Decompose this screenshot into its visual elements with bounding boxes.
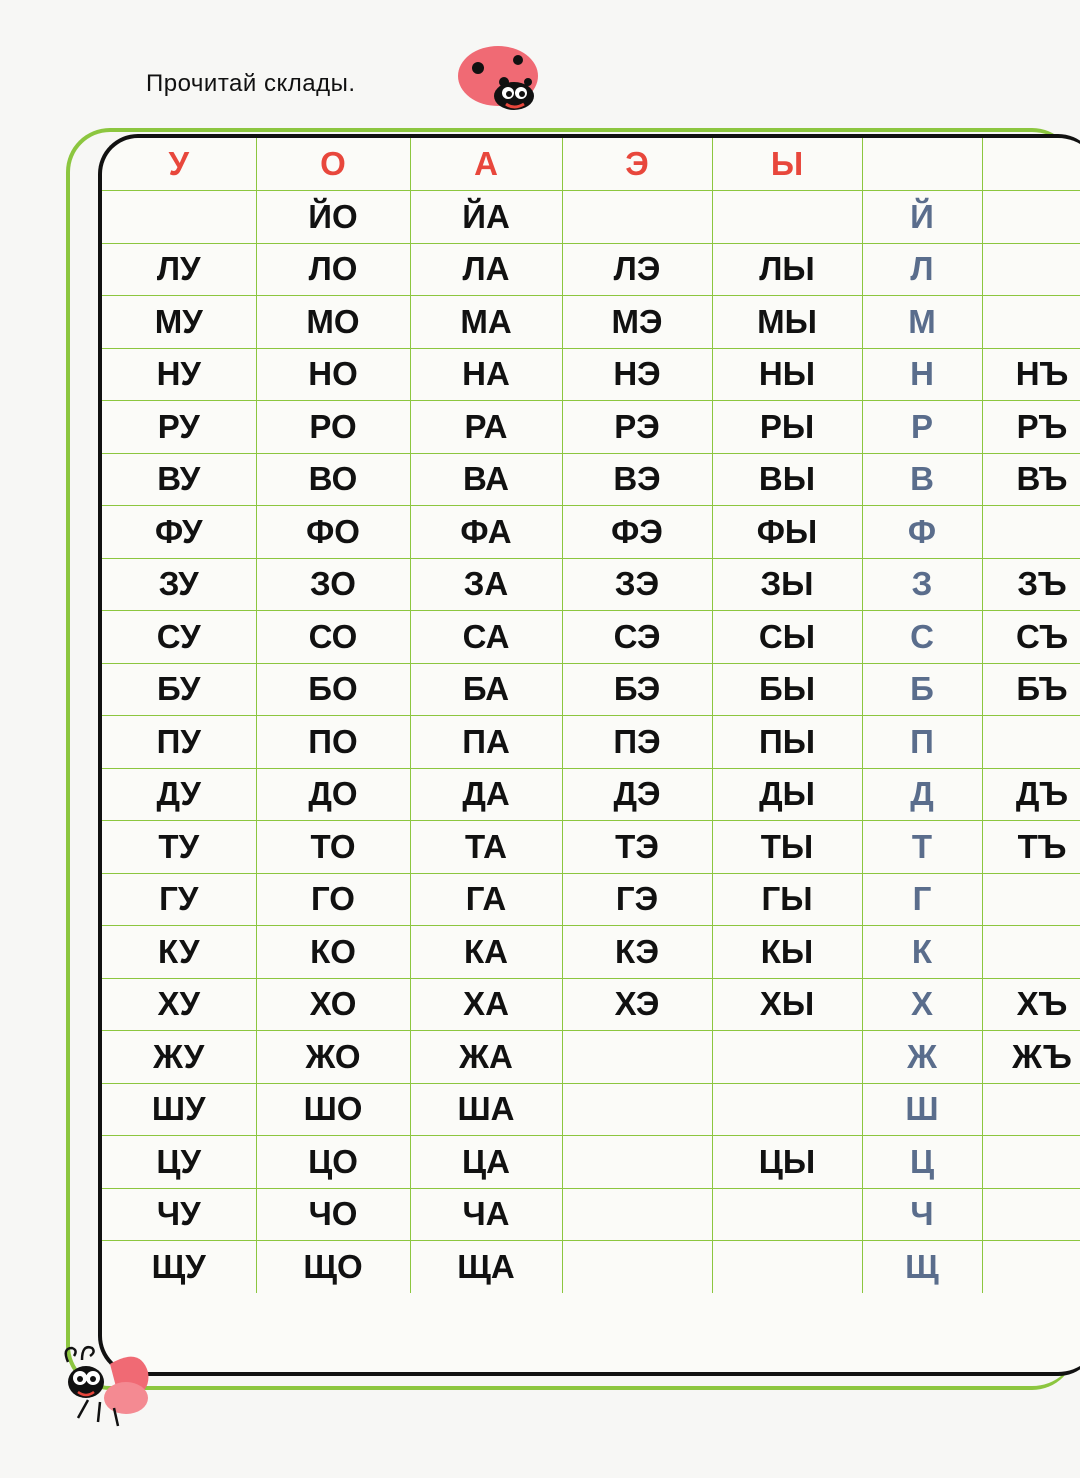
syllable-cell: СЫ bbox=[712, 611, 862, 664]
consonant-cell: Б bbox=[862, 663, 982, 716]
syllable-cell: ЗЭ bbox=[562, 558, 712, 611]
syllable-cell: ЛА bbox=[410, 243, 562, 296]
syllable-cell: ЖА bbox=[410, 1031, 562, 1084]
consonant-cell: Х bbox=[862, 978, 982, 1031]
hard-sign-cell: ЖЪ bbox=[982, 1031, 1080, 1084]
hard-sign-cell: НЪ bbox=[982, 348, 1080, 401]
syllable-cell: СЭ bbox=[562, 611, 712, 664]
consonant-cell: Г bbox=[862, 873, 982, 926]
syllable-cell: ПО bbox=[256, 716, 410, 769]
syllable-row bbox=[102, 1083, 1080, 1136]
hard-sign-cell bbox=[982, 191, 1080, 244]
syllable-cell: ДЫ bbox=[712, 768, 862, 821]
syllable-cell: ВУ bbox=[102, 453, 256, 506]
syllable-cell: ЧО bbox=[256, 1188, 410, 1241]
syllable-cell: ЛУ bbox=[102, 243, 256, 296]
syllable-cell: ФО bbox=[256, 506, 410, 559]
syllable-cell: МУ bbox=[102, 296, 256, 349]
syllable-cell bbox=[562, 1188, 712, 1241]
syllable-cell: ЩА bbox=[410, 1241, 562, 1294]
syllable-cell: ХО bbox=[256, 978, 410, 1031]
syllable-cell: ПА bbox=[410, 716, 562, 769]
consonant-cell: В bbox=[862, 453, 982, 506]
syllable-cell: ЙО bbox=[256, 191, 410, 244]
syllable-cell: НУ bbox=[102, 348, 256, 401]
hard-sign-cell bbox=[982, 243, 1080, 296]
consonant-cell: Н bbox=[862, 348, 982, 401]
consonant-cell: Л bbox=[862, 243, 982, 296]
syllable-cell bbox=[712, 1031, 862, 1084]
syllable-cell: БУ bbox=[102, 663, 256, 716]
hard-sign-cell: БЪ bbox=[982, 663, 1080, 716]
syllable-cell: ЛО bbox=[256, 243, 410, 296]
hard-sign-cell: ХЪ bbox=[982, 978, 1080, 1031]
syllable-cell: ЩО bbox=[256, 1241, 410, 1294]
syllable-row bbox=[102, 716, 1080, 769]
syllable-cell: ТУ bbox=[102, 821, 256, 874]
syllable-cell: ТО bbox=[256, 821, 410, 874]
syllable-cell: ЦЫ bbox=[712, 1136, 862, 1189]
consonant-cell: Т bbox=[862, 821, 982, 874]
syllable-row bbox=[102, 401, 1080, 454]
hard-sign-cell: ВЪ bbox=[982, 453, 1080, 506]
consonant-cell: Ф bbox=[862, 506, 982, 559]
consonant-cell: Р bbox=[862, 401, 982, 454]
syllable-cell: ЙА bbox=[410, 191, 562, 244]
syllable-cell: ЖУ bbox=[102, 1031, 256, 1084]
consonant-cell: Ш bbox=[862, 1083, 982, 1136]
syllable-cell: ХЭ bbox=[562, 978, 712, 1031]
consonant-cell: З bbox=[862, 558, 982, 611]
syllable-cell: ПУ bbox=[102, 716, 256, 769]
syllable-cell bbox=[562, 1083, 712, 1136]
syllable-cell bbox=[712, 1241, 862, 1294]
syllable-cell: КО bbox=[256, 926, 410, 979]
syllable-cell: ХА bbox=[410, 978, 562, 1031]
consonant-cell: Ж bbox=[862, 1031, 982, 1084]
syllable-cell: ЗА bbox=[410, 558, 562, 611]
hard-sign-cell bbox=[982, 1083, 1080, 1136]
syllable-row bbox=[102, 663, 1080, 716]
syllable-cell: ГЫ bbox=[712, 873, 862, 926]
syllable-cell: ЗО bbox=[256, 558, 410, 611]
syllable-cell: БЫ bbox=[712, 663, 862, 716]
syllable-cell: ЦУ bbox=[102, 1136, 256, 1189]
syllable-cell: МО bbox=[256, 296, 410, 349]
vowel-cell: А bbox=[410, 138, 562, 191]
syllable-cell: МЭ bbox=[562, 296, 712, 349]
hard-sign-cell: СЪ bbox=[982, 611, 1080, 664]
syllable-cell bbox=[562, 191, 712, 244]
hard-sign-cell: РЪ bbox=[982, 401, 1080, 454]
bug-icon bbox=[48, 1342, 168, 1442]
syllable-cell: БА bbox=[410, 663, 562, 716]
syllable-cell bbox=[102, 191, 256, 244]
syllable-cell: ФЭ bbox=[562, 506, 712, 559]
hard-sign-cell bbox=[982, 1188, 1080, 1241]
syllable-cell: ВЭ bbox=[562, 453, 712, 506]
syllable-table-frame bbox=[98, 134, 1080, 1376]
syllable-cell: ГА bbox=[410, 873, 562, 926]
hard-sign-cell bbox=[982, 1136, 1080, 1189]
hard-sign-cell bbox=[982, 506, 1080, 559]
syllable-cell: ПЭ bbox=[562, 716, 712, 769]
syllable-cell: РО bbox=[256, 401, 410, 454]
syllable-cell: НО bbox=[256, 348, 410, 401]
ladybug-icon bbox=[448, 38, 548, 118]
syllable-cell: ПЫ bbox=[712, 716, 862, 769]
consonant-cell: С bbox=[862, 611, 982, 664]
consonant-cell: Щ bbox=[862, 1241, 982, 1294]
syllable-row bbox=[102, 926, 1080, 979]
syllable-cell: СА bbox=[410, 611, 562, 664]
hard-sign-cell bbox=[982, 716, 1080, 769]
consonant-cell: Й bbox=[862, 191, 982, 244]
syllable-cell: РУ bbox=[102, 401, 256, 454]
hard-sign-cell bbox=[982, 296, 1080, 349]
syllable-cell: СО bbox=[256, 611, 410, 664]
syllable-cell: КА bbox=[410, 926, 562, 979]
syllable-row bbox=[102, 506, 1080, 559]
syllable-cell: ГУ bbox=[102, 873, 256, 926]
syllable-cell: МА bbox=[410, 296, 562, 349]
syllable-row bbox=[102, 1188, 1080, 1241]
syllable-row bbox=[102, 453, 1080, 506]
syllable-cell: ДА bbox=[410, 768, 562, 821]
syllable-cell: ТЫ bbox=[712, 821, 862, 874]
syllable-cell: РА bbox=[410, 401, 562, 454]
hard-sign-cell bbox=[982, 926, 1080, 979]
syllable-cell: ВО bbox=[256, 453, 410, 506]
syllable-cell: ХУ bbox=[102, 978, 256, 1031]
hard-sign-cell bbox=[982, 873, 1080, 926]
vowel-cell bbox=[862, 138, 982, 191]
syllable-cell: ШО bbox=[256, 1083, 410, 1136]
syllable-cell: СУ bbox=[102, 611, 256, 664]
syllable-cell: ДЭ bbox=[562, 768, 712, 821]
consonant-cell: К bbox=[862, 926, 982, 979]
syllable-cell bbox=[712, 191, 862, 244]
instruction-title: Прочитай склады. bbox=[146, 70, 356, 97]
syllable-cell: ШУ bbox=[102, 1083, 256, 1136]
consonant-cell: Ц bbox=[862, 1136, 982, 1189]
syllable-cell bbox=[562, 1241, 712, 1294]
syllable-row bbox=[102, 821, 1080, 874]
hard-sign-cell: ДЪ bbox=[982, 768, 1080, 821]
syllable-cell: ЖО bbox=[256, 1031, 410, 1084]
syllable-cell: ФА bbox=[410, 506, 562, 559]
syllable-cell: БЭ bbox=[562, 663, 712, 716]
syllable-table bbox=[102, 138, 1080, 1293]
syllable-cell: КЫ bbox=[712, 926, 862, 979]
consonant-cell: П bbox=[862, 716, 982, 769]
syllable-cell: МЫ bbox=[712, 296, 862, 349]
syllable-cell: НА bbox=[410, 348, 562, 401]
syllable-row bbox=[102, 348, 1080, 401]
syllable-cell: ГО bbox=[256, 873, 410, 926]
syllable-row bbox=[102, 873, 1080, 926]
syllable-row bbox=[102, 296, 1080, 349]
syllable-cell: КЭ bbox=[562, 926, 712, 979]
syllable-cell: ФЫ bbox=[712, 506, 862, 559]
syllable-row bbox=[102, 1241, 1080, 1294]
syllable-cell: ГЭ bbox=[562, 873, 712, 926]
consonant-cell: М bbox=[862, 296, 982, 349]
syllable-cell: ША bbox=[410, 1083, 562, 1136]
hard-sign-cell bbox=[982, 1241, 1080, 1294]
syllable-cell: ЗЫ bbox=[712, 558, 862, 611]
syllable-cell: КУ bbox=[102, 926, 256, 979]
syllable-cell: ДУ bbox=[102, 768, 256, 821]
vowel-header-row bbox=[102, 138, 1080, 191]
syllable-cell bbox=[562, 1031, 712, 1084]
syllable-cell: ФУ bbox=[102, 506, 256, 559]
syllable-cell: БО bbox=[256, 663, 410, 716]
syllable-cell: ЩУ bbox=[102, 1241, 256, 1294]
syllable-cell: ВЫ bbox=[712, 453, 862, 506]
syllable-row bbox=[102, 1031, 1080, 1084]
syllable-cell: ЗУ bbox=[102, 558, 256, 611]
syllable-cell: ЦА bbox=[410, 1136, 562, 1189]
syllable-cell: ХЫ bbox=[712, 978, 862, 1031]
syllable-cell: ЛЫ bbox=[712, 243, 862, 296]
consonant-cell: Ч bbox=[862, 1188, 982, 1241]
syllable-row bbox=[102, 978, 1080, 1031]
vowel-cell: Э bbox=[562, 138, 712, 191]
syllable-cell: ЧА bbox=[410, 1188, 562, 1241]
syllable-cell bbox=[712, 1188, 862, 1241]
syllable-cell: ЧУ bbox=[102, 1188, 256, 1241]
consonant-cell: Д bbox=[862, 768, 982, 821]
vowel-cell: У bbox=[102, 138, 256, 191]
syllable-cell: НЭ bbox=[562, 348, 712, 401]
syllable-row bbox=[102, 768, 1080, 821]
vowel-cell bbox=[982, 138, 1080, 191]
syllable-row bbox=[102, 1136, 1080, 1189]
syllable-row bbox=[102, 191, 1080, 244]
syllable-cell: РЫ bbox=[712, 401, 862, 454]
syllable-cell: ТЭ bbox=[562, 821, 712, 874]
syllable-row bbox=[102, 611, 1080, 664]
syllable-cell: РЭ bbox=[562, 401, 712, 454]
syllable-cell: ЦО bbox=[256, 1136, 410, 1189]
hard-sign-cell: ЗЪ bbox=[982, 558, 1080, 611]
syllable-cell: ВА bbox=[410, 453, 562, 506]
syllable-cell bbox=[712, 1083, 862, 1136]
syllable-row bbox=[102, 558, 1080, 611]
vowel-cell: О bbox=[256, 138, 410, 191]
vowel-cell: Ы bbox=[712, 138, 862, 191]
syllable-cell: НЫ bbox=[712, 348, 862, 401]
syllable-cell: ЛЭ bbox=[562, 243, 712, 296]
syllable-cell: ТА bbox=[410, 821, 562, 874]
syllable-row bbox=[102, 243, 1080, 296]
hard-sign-cell: ТЪ bbox=[982, 821, 1080, 874]
syllable-cell bbox=[562, 1136, 712, 1189]
syllable-cell: ДО bbox=[256, 768, 410, 821]
